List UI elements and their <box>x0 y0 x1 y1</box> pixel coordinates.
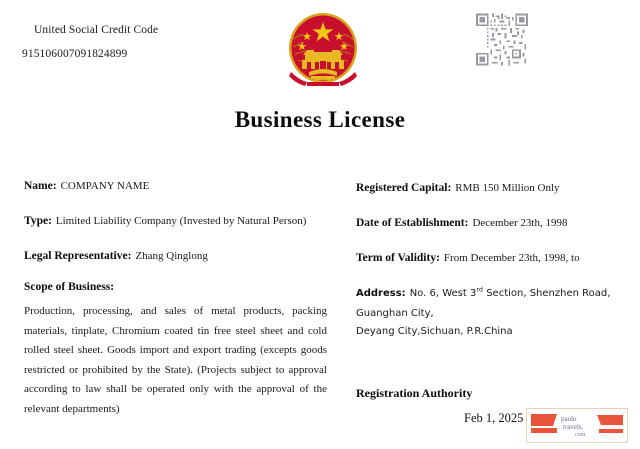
field-type-label: Type: <box>24 215 52 227</box>
field-term-of-validity-label: Term of Validity: <box>356 252 440 264</box>
watermark-logo <box>526 408 628 443</box>
scope-of-business-text: Production, processing, and sales of metal products, packing materials, tinplate, Chromium coated tin free steel sheet and cold rolled steel sheet. Goods import and export trading (excepts goods restricted or prohibited by the State). (Projects subject to approval according to law shall be operated only with the approval of the relevant departments) <box>24 305 327 415</box>
credit-code-label: United Social Credit Code <box>34 24 159 36</box>
svg-text:com: com <box>575 432 586 438</box>
field-address-line2: Deyang City,Sichuan, P.R.China <box>356 326 513 337</box>
field-name-label: Name: <box>24 180 57 192</box>
credit-code-block <box>22 24 252 60</box>
field-legal-representative-value: Zhang Qinglong <box>135 250 208 262</box>
field-address-label: Address: <box>356 288 406 299</box>
svg-text:paulo: paulo <box>561 415 577 423</box>
field-name <box>24 176 329 194</box>
field-date-of-establishment <box>356 213 624 231</box>
field-date-of-establishment-value: December 23th, 1998 <box>472 217 568 229</box>
china-national-emblem-icon <box>283 10 363 92</box>
field-registered-capital-value: RMB 150 Million Only <box>455 182 560 194</box>
field-type-value: Limited Liability Company (Invested by Natural Person) <box>55 215 307 227</box>
field-address <box>356 283 624 341</box>
field-type <box>24 211 329 229</box>
field-legal-representative <box>24 246 329 264</box>
field-legal-representative-label: Legal Representative: <box>24 250 132 262</box>
right-column <box>356 178 624 341</box>
left-column <box>24 176 329 419</box>
scope-of-business-label: Scope of Business: <box>24 281 115 293</box>
field-term-of-validity-value: From December 23th, 1998, to <box>443 252 580 264</box>
field-name-value: COMPANY NAME <box>60 180 150 192</box>
registration-authority-label: Registration Authority <box>356 386 473 400</box>
page-title: Business License <box>234 107 406 132</box>
field-registered-capital-label: Registered Capital: <box>356 182 452 194</box>
credit-code-value: 915106007091824899 <box>22 48 128 60</box>
field-date-of-establishment-label: Date of Establishment: <box>356 217 469 229</box>
field-registered-capital <box>356 178 624 196</box>
field-term-of-validity <box>356 248 624 266</box>
address-part-2: Section, Shenzhen Road, Guanghan City, <box>356 288 611 319</box>
issue-date: Feb 1, 2025 <box>464 411 524 425</box>
svg-text:travels.: travels. <box>563 423 584 431</box>
qr-code-icon <box>476 13 528 66</box>
address-part-1: No. 6, West 3 <box>409 288 477 299</box>
address-ordinal-suffix: rd <box>476 285 484 294</box>
